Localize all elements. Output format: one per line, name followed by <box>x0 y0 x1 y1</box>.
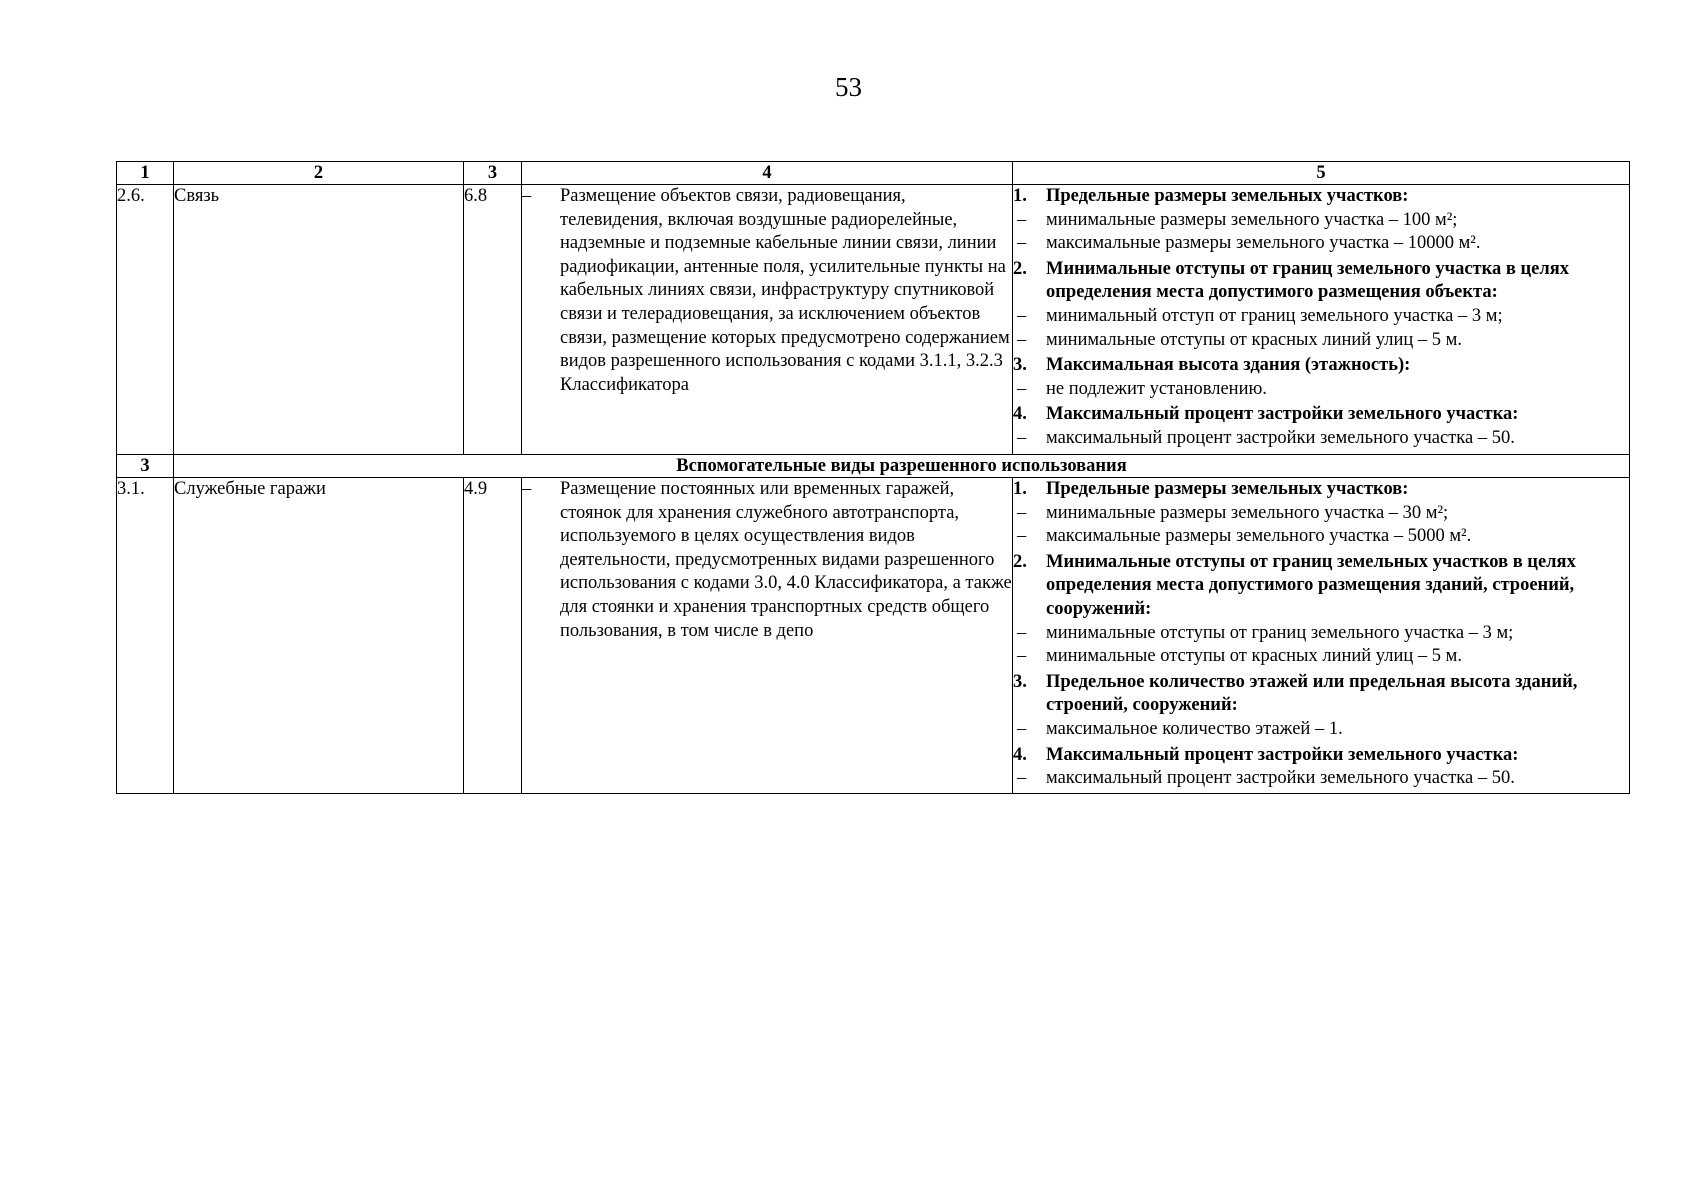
parameter-title <box>1013 185 1629 209</box>
description-text: Размещение постоянных или временных гаражей, стоянок для хранения служебного автотранспорта, используемого в целях осуществления видов деятельности, предусмотренных видами разрешенного использования с кодами 3.0, 4.0 Классификатора, а также для стоянки и хранения транспортных средств общего пользования, в том числе в депо <box>560 479 1012 641</box>
parameter-title-text: Предельное количество этажей или предельная высота зданий, строений, сооружений: <box>1046 671 1578 716</box>
parameter-title <box>1013 551 1629 622</box>
parameter-item-text: минимальный отступ от границ земельного участка – 3 м; <box>1046 305 1503 326</box>
parameter-item <box>1013 525 1629 549</box>
parameter-block <box>1013 185 1629 256</box>
parameter-item <box>1013 232 1629 256</box>
parameter-block <box>1013 478 1629 549</box>
dash-marker: – <box>1017 526 1027 547</box>
parameter-item-text: максимальный процент застройки земельного участка – 50. <box>1046 768 1515 789</box>
parameter-title-text: Максимальный процент застройки земельного участка: <box>1046 744 1519 765</box>
table-row <box>117 185 1630 455</box>
use-parameters <box>1013 478 1630 794</box>
parameter-number: 4. <box>1013 404 1027 425</box>
parameter-title <box>1013 354 1629 378</box>
header-cell-3: 3 <box>464 162 522 185</box>
parameter-title-text: Предельные размеры земельных участков: <box>1046 186 1409 206</box>
parameter-title <box>1013 403 1629 427</box>
parameter-item <box>1013 645 1629 669</box>
parameter-title <box>1013 744 1629 768</box>
parameter-number: 1. <box>1013 479 1027 499</box>
row-number: 3.1. <box>117 478 174 794</box>
dash-marker: – <box>1017 305 1027 326</box>
use-code: 4.9 <box>464 478 522 794</box>
parameter-item <box>1013 329 1629 353</box>
dash-marker: – <box>1017 502 1027 523</box>
parameter-block <box>1013 403 1629 450</box>
parameter-block <box>1013 551 1629 669</box>
parameter-item-text: минимальные отступы от красных линий улиц – 5 м. <box>1046 329 1462 350</box>
parameter-item-text: минимальные отступы от границ земельного участка – 3 м; <box>1046 622 1514 643</box>
header-cell-4: 4 <box>522 162 1013 185</box>
header-cell-2: 2 <box>174 162 464 185</box>
section-row <box>117 455 1630 478</box>
description-item <box>522 478 1012 643</box>
parameter-block <box>1013 671 1629 742</box>
parameter-title <box>1013 258 1629 305</box>
table-row <box>117 478 1630 794</box>
parameter-item <box>1013 305 1629 329</box>
dash-marker: – <box>1017 718 1027 739</box>
parameter-number: 2. <box>1013 258 1027 279</box>
parameter-item-text: максимальный процент застройки земельного участка – 50. <box>1046 427 1515 448</box>
description-text: Размещение объектов связи, радиовещания, телевидения, включая воздушные радиорелейные, надземные и подземные кабельные линии связи, линии радиофикации, антенные поля, усилительные пункты на кабельных линиях связи, инфраструктуру спутниковой связи и телерадиовещания, за исключением объектов связи, размещение которых предусмотрено содержанием видов разрешенного использования с кодами 3.1.1, 3.2.3 Классификатора <box>560 186 1010 395</box>
parameter-item-text: минимальные размеры земельного участка – 100 м²; <box>1046 209 1458 230</box>
regulations-table <box>116 161 1630 794</box>
dash-marker: – <box>1017 233 1027 254</box>
use-code: 6.8 <box>464 185 522 455</box>
use-description <box>522 478 1013 794</box>
parameter-item-text: не подлежит установлению. <box>1046 378 1267 399</box>
parameter-title <box>1013 671 1629 718</box>
parameter-number: 3. <box>1013 355 1027 376</box>
parameter-item-text: минимальные отступы от красных линий улиц – 5 м. <box>1046 646 1462 667</box>
dash-marker: – <box>1017 378 1027 399</box>
parameter-number: 4. <box>1013 744 1027 765</box>
parameter-number: 1. <box>1013 186 1027 206</box>
parameter-number: 2. <box>1013 551 1027 572</box>
row-number: 2.6. <box>117 185 174 455</box>
parameter-number: 3. <box>1013 671 1027 692</box>
parameter-title-text: Максимальный процент застройки земельного участка: <box>1046 404 1519 425</box>
dash-marker: – <box>522 479 532 499</box>
dash-marker: – <box>1017 427 1027 448</box>
use-name: Служебные гаражи <box>174 478 464 794</box>
use-description <box>522 185 1013 455</box>
parameter-item <box>1013 718 1629 742</box>
parameter-title-text: Максимальная высота здания (этажность): <box>1046 355 1411 376</box>
use-parameters <box>1013 185 1630 455</box>
parameter-title-text: Минимальные отступы от границ земельного участка в целях определения места допустимого размещения объекта: <box>1046 258 1569 303</box>
parameter-item <box>1013 427 1629 451</box>
header-row <box>117 162 1630 185</box>
dash-marker: – <box>1017 622 1027 643</box>
parameter-block <box>1013 354 1629 401</box>
parameter-title-text: Предельные размеры земельных участков: <box>1046 479 1409 499</box>
parameter-block <box>1013 258 1629 352</box>
parameter-title <box>1013 478 1629 502</box>
parameter-item-text: максимальные размеры земельного участка – 5000 м². <box>1046 526 1472 547</box>
parameter-item <box>1013 767 1629 791</box>
dash-marker: – <box>1017 209 1027 230</box>
dash-marker: – <box>1017 329 1027 350</box>
header-cell-5: 5 <box>1013 162 1630 185</box>
use-name: Связь <box>174 185 464 455</box>
dash-marker: – <box>1017 646 1027 667</box>
parameter-item-text: максимальные размеры земельного участка – 10000 м². <box>1046 233 1481 254</box>
description-item <box>522 185 1012 397</box>
parameter-item-text: максимальное количество этажей – 1. <box>1046 718 1343 739</box>
dash-marker: – <box>522 186 532 206</box>
parameter-item <box>1013 622 1629 646</box>
parameter-title-text: Минимальные отступы от границ земельных участков в целях определения места допустимого размещения зданий, строений, сооружений: <box>1046 551 1576 619</box>
section-title: Вспомогательные виды разрешенного использования <box>174 455 1630 478</box>
section-number: 3 <box>117 455 174 478</box>
parameter-item <box>1013 378 1629 402</box>
parameter-item <box>1013 502 1629 526</box>
parameter-item-text: минимальные размеры земельного участка – 30 м²; <box>1046 502 1449 523</box>
parameter-block <box>1013 744 1629 791</box>
parameter-item <box>1013 209 1629 233</box>
dash-marker: – <box>1017 768 1027 789</box>
page-number: 53 <box>835 72 862 102</box>
header-cell-1: 1 <box>117 162 174 185</box>
